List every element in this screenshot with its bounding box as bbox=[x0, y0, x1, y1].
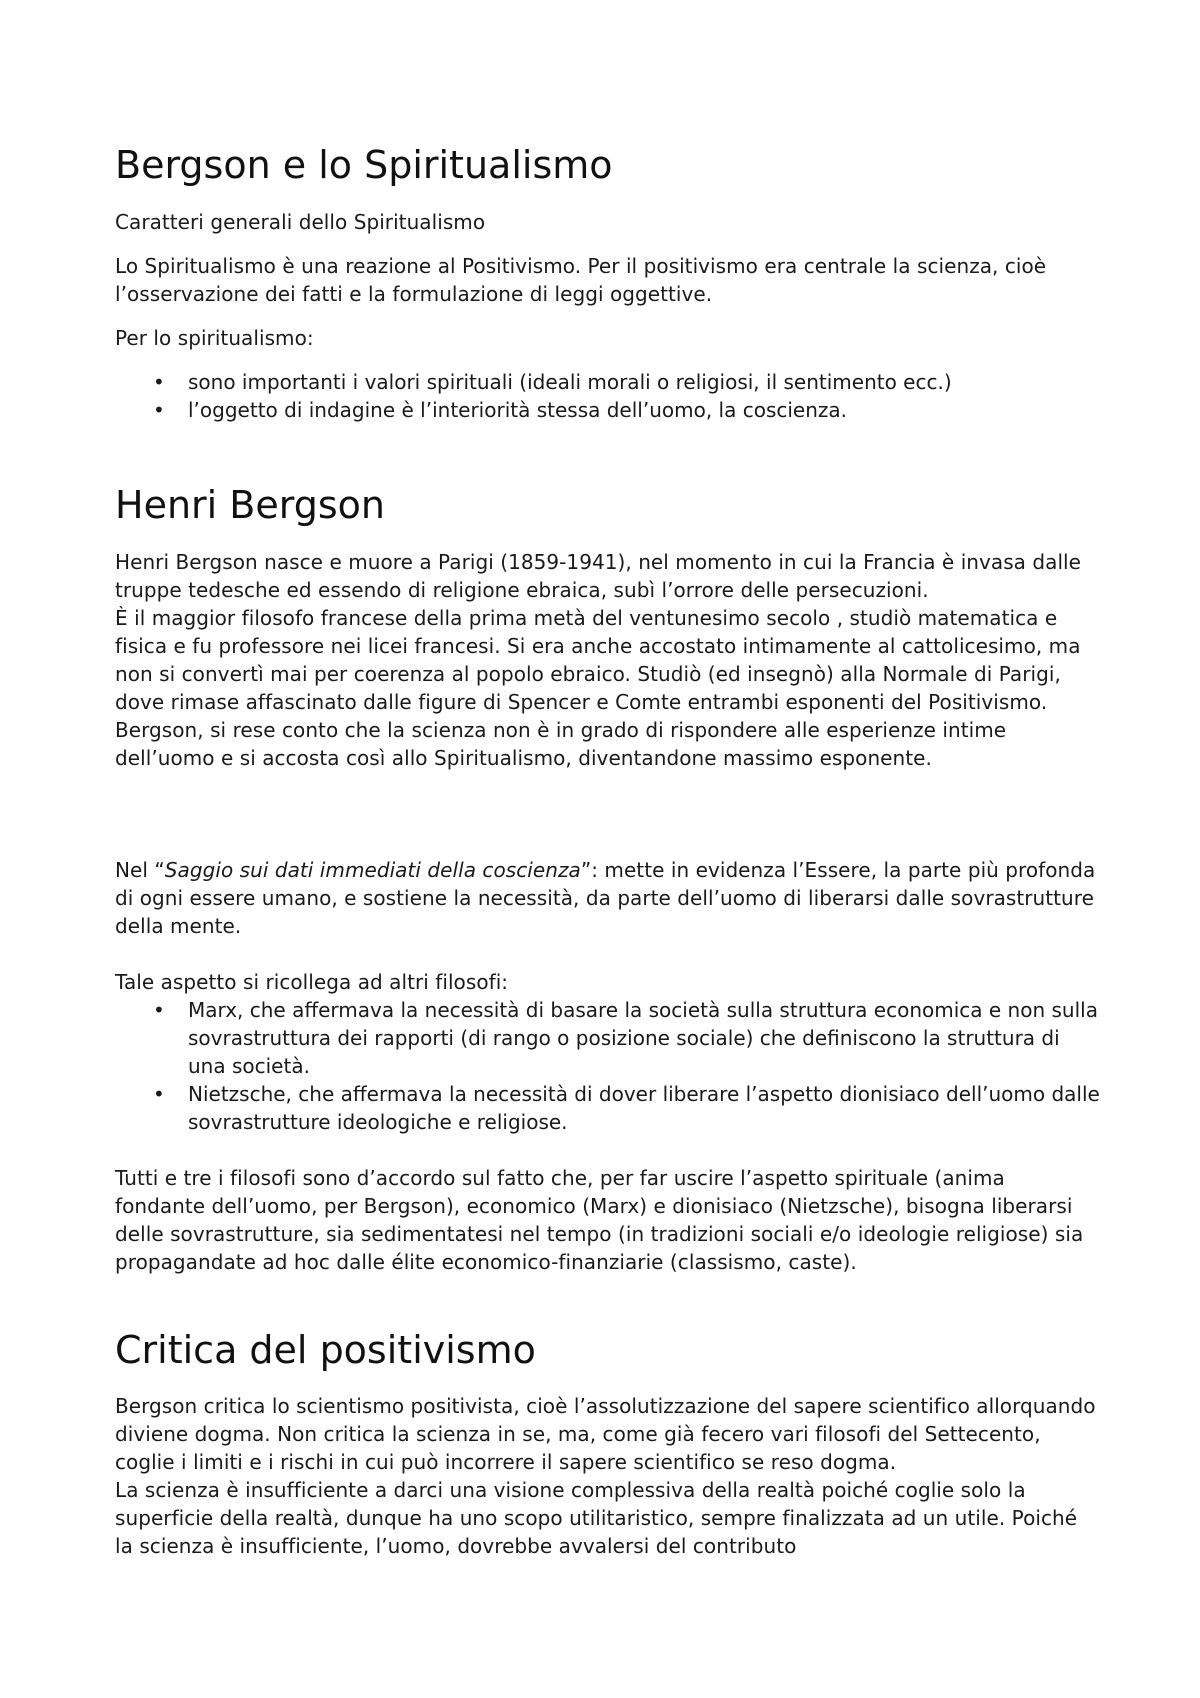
saggio-title: Saggio sui dati immediati della coscienza bbox=[164, 858, 581, 882]
section-heading-henri: Henri Bergson bbox=[115, 483, 385, 527]
list-item-text: Marx, che affermava la necessità di basare la società sulla struttura economica e non sulla sovrastruttura dei rapporti (di rango o posizione sociale) che definiscono la struttura di una società. bbox=[188, 998, 1098, 1078]
critica-paragraph: Bergson critica lo scientismo positivista, cioè l’assolutizzazione del sapere scientifico allorquando diviene dogma. Non critica la scienza in se, ma, come già fecero vari filosofi del Settecento, coglie i limiti e i rischi in cui può incorrere il sapere scientifico se reso dogma. La scienza è insufficiente a darci una visione complessiva della realtà poiché coglie solo la superficie della realtà, dunque ha uno scopo utilitaristico, sempre finalizzata ad un utile. Poiché la scienza è insufficiente, l’uomo, dovrebbe avvalersi del contributo bbox=[115, 1394, 1096, 1558]
bullet-icon: • bbox=[153, 370, 165, 394]
bullet-icon: • bbox=[153, 1082, 165, 1106]
saggio-pre: Nel “ bbox=[115, 858, 165, 882]
intro-paragraph: Lo Spiritualismo è una reazione al Positivismo. Per il positivismo era centrale la scienza, cioè l’osservazione dei fatti e la formulazione di leggi oggettive. bbox=[115, 254, 1047, 306]
spiritualism-lead: Per lo spiritualismo: bbox=[115, 326, 314, 350]
list-item bbox=[115, 1080, 1100, 1136]
saggio-paragraph bbox=[115, 856, 1100, 940]
saggio-post: ”: mette in evidenza l’Essere, la parte più profonda di ogni essere umano, e sostiene la necessità, da parte dell’uomo di liberarsi dalle sovrastrutture della mente. bbox=[115, 858, 1096, 938]
spiritualism-list bbox=[115, 368, 1100, 424]
bullet-icon: • bbox=[153, 998, 165, 1022]
list-item bbox=[115, 396, 1100, 424]
other-philosophers-lead: Tale aspetto si ricollega ad altri filosofi: bbox=[115, 970, 509, 994]
page-title: Bergson e lo Spiritualismo bbox=[115, 143, 613, 187]
list-item-text: sono importanti i valori spirituali (ideali morali o religiosi, il sentimento ecc.) bbox=[188, 370, 952, 394]
list-item bbox=[115, 368, 1100, 396]
list-item bbox=[115, 996, 1100, 1080]
conclusion-paragraph: Tutti e tre i filosofi sono d’accordo sul fatto che, per far uscire l’aspetto spirituale (anima fondante dell’uomo, per Bergson), economico (Marx) e dionisiaco (Nietzsche), bisogna liberarsi delle sovrastrutture, sia sedimentatesi nel tempo (in tradizioni sociali e/o ideologie religiose) sia propagandate ad hoc dalle élite economico-finanziarie (classismo, caste). bbox=[115, 1166, 1084, 1274]
list-item-text: Nietzsche, che affermava la necessità di dover liberare l’aspetto dionisiaco dell’uomo dalle sovrastrutture ideologiche e religiose. bbox=[188, 1082, 1100, 1134]
other-philosophers-list bbox=[115, 996, 1100, 1136]
henri-paragraph: Henri Bergson nasce e muore a Parigi (1859-1941), nel momento in cui la Francia è invasa dalle truppe tedesche ed essendo di religione ebraica, subì l’orrore delle persecuzioni. È il maggior filosofo francese della prima metà del ventunesimo secolo , studiò matematica e fisica e fu professore nei licei francesi. Si era anche accostato intimamente al cattolicesimo, ma non si convertì mai per coerenza al popolo ebraico. Studiò (ed insegnò) alla Normale di Parigi, dove rimase affascinato dalle figure di Spencer e Comte entrambi esponenti del Positivismo. Bergson, si rese conto che la scienza non è in grado di rispondere alle esperienze intime dell’uomo e si accosta così allo Spiritualismo, diventandone massimo esponente. bbox=[115, 550, 1082, 770]
section-heading-critica: Critica del positivismo bbox=[115, 1328, 536, 1372]
subtitle: Caratteri generali dello Spiritualismo bbox=[115, 210, 486, 234]
list-item-text: l’oggetto di indagine è l’interiorità stessa dell’uomo, la coscienza. bbox=[188, 398, 848, 422]
bullet-icon: • bbox=[153, 398, 165, 422]
